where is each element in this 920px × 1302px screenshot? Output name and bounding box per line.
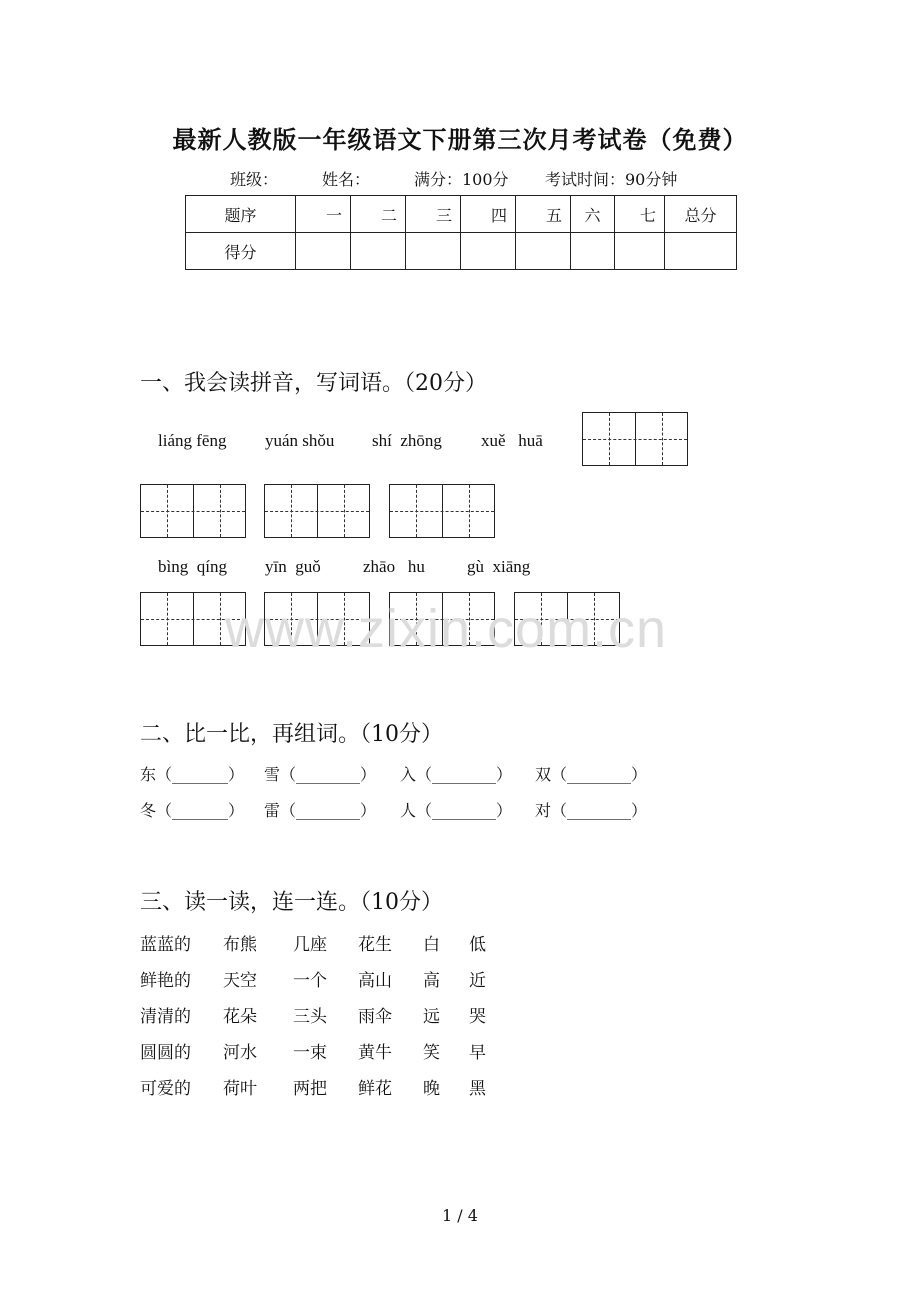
match-word[interactable]: 白 — [423, 935, 440, 955]
score-input-cell[interactable] — [406, 233, 461, 270]
match-word[interactable]: 花朵 — [223, 1007, 257, 1027]
tianzige-writing-box[interactable] — [582, 412, 688, 466]
match-word[interactable]: 鲜花 — [358, 1079, 392, 1099]
word-blank[interactable]: 雷（________） — [264, 801, 377, 820]
score-input-cell[interactable] — [351, 233, 406, 270]
pinyin-label: liáng fēng — [158, 431, 227, 450]
tianzige-writing-box[interactable] — [389, 484, 495, 538]
match-word[interactable]: 笑 — [423, 1043, 440, 1063]
match-word[interactable]: 天空 — [223, 971, 257, 991]
match-word[interactable]: 河水 — [223, 1043, 257, 1063]
score-input-cell[interactable] — [461, 233, 516, 270]
pinyin-label: bìng qíng — [158, 557, 227, 576]
table-cell: 得分 — [186, 233, 296, 270]
class-label: 班级： — [230, 170, 279, 189]
match-word[interactable]: 远 — [423, 1007, 440, 1027]
table-cell: 一 — [296, 196, 351, 233]
match-word[interactable]: 可爱的 — [140, 1079, 191, 1099]
tianzige-writing-box[interactable] — [264, 484, 370, 538]
match-word[interactable]: 荷叶 — [223, 1079, 257, 1099]
section3-heading: 三、读一读，连一连。（10分） — [140, 890, 443, 915]
match-word[interactable]: 布熊 — [223, 935, 257, 955]
match-word[interactable]: 两把 — [293, 1079, 327, 1099]
pinyin-label: yīn guǒ — [265, 557, 321, 576]
score-input-cell[interactable] — [571, 233, 615, 270]
match-word[interactable]: 雨伞 — [358, 1007, 392, 1027]
watermark: www.zixin.com.cn — [225, 599, 668, 659]
match-word[interactable]: 圆圆的 — [140, 1043, 191, 1063]
match-word[interactable]: 黄牛 — [358, 1043, 392, 1063]
full-score: 满分：100分 — [414, 170, 509, 189]
section2-heading: 二、比一比，再组词。（10分） — [140, 722, 443, 747]
match-word[interactable]: 晚 — [423, 1079, 440, 1099]
table-cell: 题序 — [186, 196, 296, 233]
match-word[interactable]: 几座 — [293, 935, 327, 955]
score-table-header-row — [186, 196, 737, 233]
name-label: 姓名： — [322, 170, 371, 189]
word-blank[interactable]: 对（________） — [535, 801, 648, 820]
score-table — [185, 195, 737, 270]
match-word[interactable]: 一束 — [293, 1043, 327, 1063]
score-table-score-row — [186, 233, 737, 270]
page-title: 最新人教版一年级语文下册第三次月考试卷（免费） — [172, 125, 748, 154]
table-cell: 七 — [615, 196, 665, 233]
word-blank[interactable]: 人（________） — [400, 801, 513, 820]
table-cell: 四 — [461, 196, 516, 233]
word-blank[interactable]: 入（________） — [400, 765, 513, 784]
pinyin-label: xuě huā — [481, 431, 543, 450]
match-word[interactable]: 哭 — [469, 1007, 486, 1027]
word-blank[interactable]: 冬（_______） — [140, 801, 245, 820]
pinyin-label: yuán shǒu — [265, 431, 335, 450]
match-word[interactable]: 近 — [469, 971, 486, 991]
pinyin-label: gù xiāng — [467, 557, 531, 576]
match-word[interactable]: 清清的 — [140, 1007, 191, 1027]
match-word[interactable]: 鲜艳的 — [140, 971, 191, 991]
table-cell: 六 — [571, 196, 615, 233]
table-cell: 二 — [351, 196, 406, 233]
pinyin-label: shí zhōng — [372, 431, 442, 450]
match-word[interactable]: 高山 — [358, 971, 392, 991]
match-word[interactable]: 高 — [423, 971, 440, 991]
table-cell: 三 — [406, 196, 461, 233]
score-input-cell[interactable] — [665, 233, 737, 270]
match-word[interactable]: 黑 — [469, 1079, 486, 1099]
score-input-cell[interactable] — [296, 233, 351, 270]
section1-heading: 一、我会读拼音，写词语。（20分） — [140, 371, 487, 396]
pinyin-label: zhāo hu — [363, 557, 425, 576]
match-word[interactable]: 早 — [469, 1043, 486, 1063]
match-word[interactable]: 低 — [469, 935, 486, 955]
match-word[interactable]: 三头 — [293, 1007, 327, 1027]
match-word[interactable]: 蓝蓝的 — [140, 935, 191, 955]
match-word[interactable]: 花生 — [358, 935, 392, 955]
tianzige-writing-box[interactable] — [140, 484, 246, 538]
table-cell: 总分 — [665, 196, 737, 233]
exam-time: 考试时间：90分钟 — [545, 170, 678, 189]
match-word[interactable]: 一个 — [293, 971, 327, 991]
word-blank[interactable]: 双（________） — [535, 765, 648, 784]
word-blank[interactable]: 东（_______） — [140, 765, 245, 784]
page-number: 1 / 4 — [442, 1206, 478, 1225]
score-input-cell[interactable] — [516, 233, 571, 270]
score-input-cell[interactable] — [615, 233, 665, 270]
table-cell: 五 — [516, 196, 571, 233]
word-blank[interactable]: 雪（________） — [264, 765, 377, 784]
